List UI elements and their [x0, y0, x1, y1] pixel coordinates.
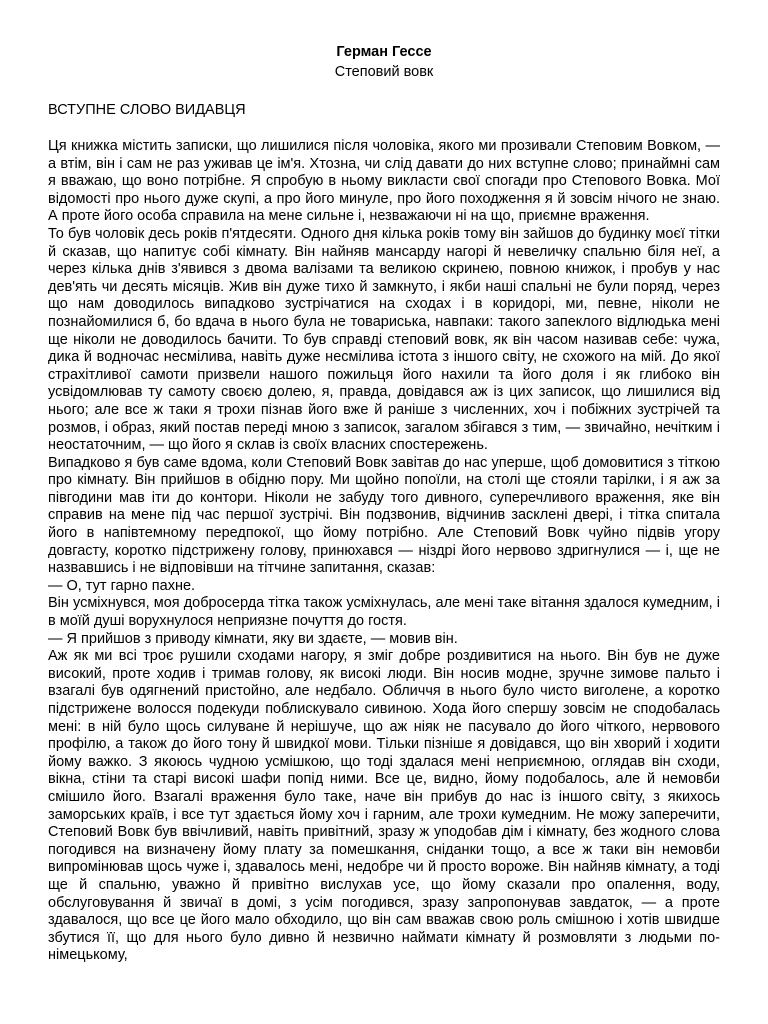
- author-name: Герман Гессе: [336, 44, 432, 60]
- paragraph: Випадково я був саме вдома, коли Степовий Вовк завітав до нас уперше, щоб домовитися з тіткою про кімнату. Він прийшов в обідню пору. Ми щойно попоїли, на столі ще стояли тарілки, і я аж за півгодини мав іти до контори. Ніколи не забуду того дивного, суперечливого враження, яке він справив на мене під час першої зустрічі. Він подзвонив, відчинив засклені двері, і тітка спитала його в напівтемному передпокої, що йому потрібно. Але Степовий Вовк чуйно підвів угору довгасту, коротко підстрижену голову, принюхався — ніздрі його нервово здригнулися — і, ще не назвавшись і не відповівши на тітчине запитання, сказав:: [48, 454, 720, 577]
- section-title: ВСТУПНЕ СЛОВО ВИДАВЦЯ: [48, 102, 246, 118]
- paragraph: — Я прийшов з приводу кімнати, яку ви здаєте, — мовив він.: [48, 630, 458, 647]
- paragraph: То був чоловік десь років п'ятдесяти. Одного дня кілька років тому він зайшов до будинку моєї тітки й сказав, що напитує собі кімнату. Він найняв мансарду нагорі й невеличку спальню біля неї, а через кілька днів з'явився з двома валізами та великою скринею, повною книжок, і пробув у нас дев'ять чи десять місяців. Жив він дуже тихо й замкнуто, і якби наші спальні не були поряд, через що нам доводилось випадково зустрічатися на сходах і в коридорі, ми, певне, ніколи не познайомилися б, бо вдача в нього була не товариська, навпаки: такого запеклого відлюдька мені ще ніколи не доводилось бачити. То був справді степовий вовк, як він часом називав себе: чужа, дика й водночас несмілива, навіть дуже несмілива істота з іншого світу, не схожого на мій. До якої страхітливої самоти призвели нашого пожильця його нахили та його доля і як глибоко він усвідомлював ту самоту своєю долею, я, правда, довідався аж із цих записок, що лишилися від нього; але все ж таки я трохи пізнав його вже й раніше з численних, хоч і побіжних зустрічей та розмов, і образ, який постав переді мною з записок, загалом збігався з тим, — звичайно, нечітким і неостаточним, — що його я склав із своїх власних спостережень.: [48, 225, 720, 454]
- document-body: [48, 138, 720, 965]
- paragraph: Ця книжка містить записки, що лишилися після чоловіка, якого ми прозивали Степовим Вовком, — а втім, він і сам не раз уживав це ім'я. Хтозна, чи слід давати до них вступне слово; принаймні сам я вважаю, що воно потрібне. Я спробую в ньому викласти свої спогади про Степового Вовка. Мої відомості про нього дуже скупі, а про його минуле, про його походження я й зовсім нічого не знаю. А проте його особа справила на мене сильне і, незважаючи ні на що, приємне враження.: [48, 138, 720, 225]
- paragraph: Він усміхнувся, моя добросерда тітка також усміхнулась, але мені таке вітання здалося кумедним, і в моїй душі ворухнулося неприязне почуття до гостя.: [48, 595, 720, 630]
- book-title: Степовий вовк: [334, 64, 434, 80]
- paragraph: Аж як ми всі троє рушили сходами нагору, я зміг добре роздивитися на нього. Він був не дуже високий, проте ходив і тримав голову, як високі люди. Він носив модне, зручне зимове пальто і взагалі був одягнений пристойно, але недбало. Обличчя в нього було чисто виголене, а коротко підстрижене волосся подекуди поблискувало сивиною. Хода його спершу зовсім не сподобалась мені: в ній було щось силуване й нерішуче, що аж ніяк не пасувало до його чіткого, нервового профілю, а також до його тону й швидкої мови. Тільки пізніше я довідався, що він хворий і ходити йому важко. З якоюсь чудною усмішкою, що тоді здалася мені неприємною, оглядав він сходи, вікна, стіни та старі високі шафи попід ними. Все це, видно, йому подобалось, але й немовби смішило його. Взагалі враження було таке, наче він прибув до нас із іншого світу, з якихось заморських країв, і все тут здається йому хоч і гарним, але трохи кумедним. Не можу заперечити, Степовий Вовк був ввічливий, навіть привітний, зразу ж уподобав дім і кімнату, без жодного слова погодився на визначену йому плату за помешкання, сніданки тощо, а все ж таки він немовби випромінював щось чуже і, здавалось мені, недобре чи й просто вороже. Він найняв кімнату, а тоді ще й спальню, уважно й привітно вислухав усе, що йому сказали про опалення, воду, обслуговування й звичаї в домі, з усім погодився, зразу запропонував завдаток, — а проте здавалося, що все це його мало обходило, що він сам вважав свою роль смішною і хотів швидше збутися її, що для нього було дивно й незвично наймати кімнату й розмовляти з людьми по-німецькому,: [48, 648, 720, 964]
- document-header: [48, 42, 720, 82]
- paragraph: — О, тут гарно пахне.: [48, 577, 196, 594]
